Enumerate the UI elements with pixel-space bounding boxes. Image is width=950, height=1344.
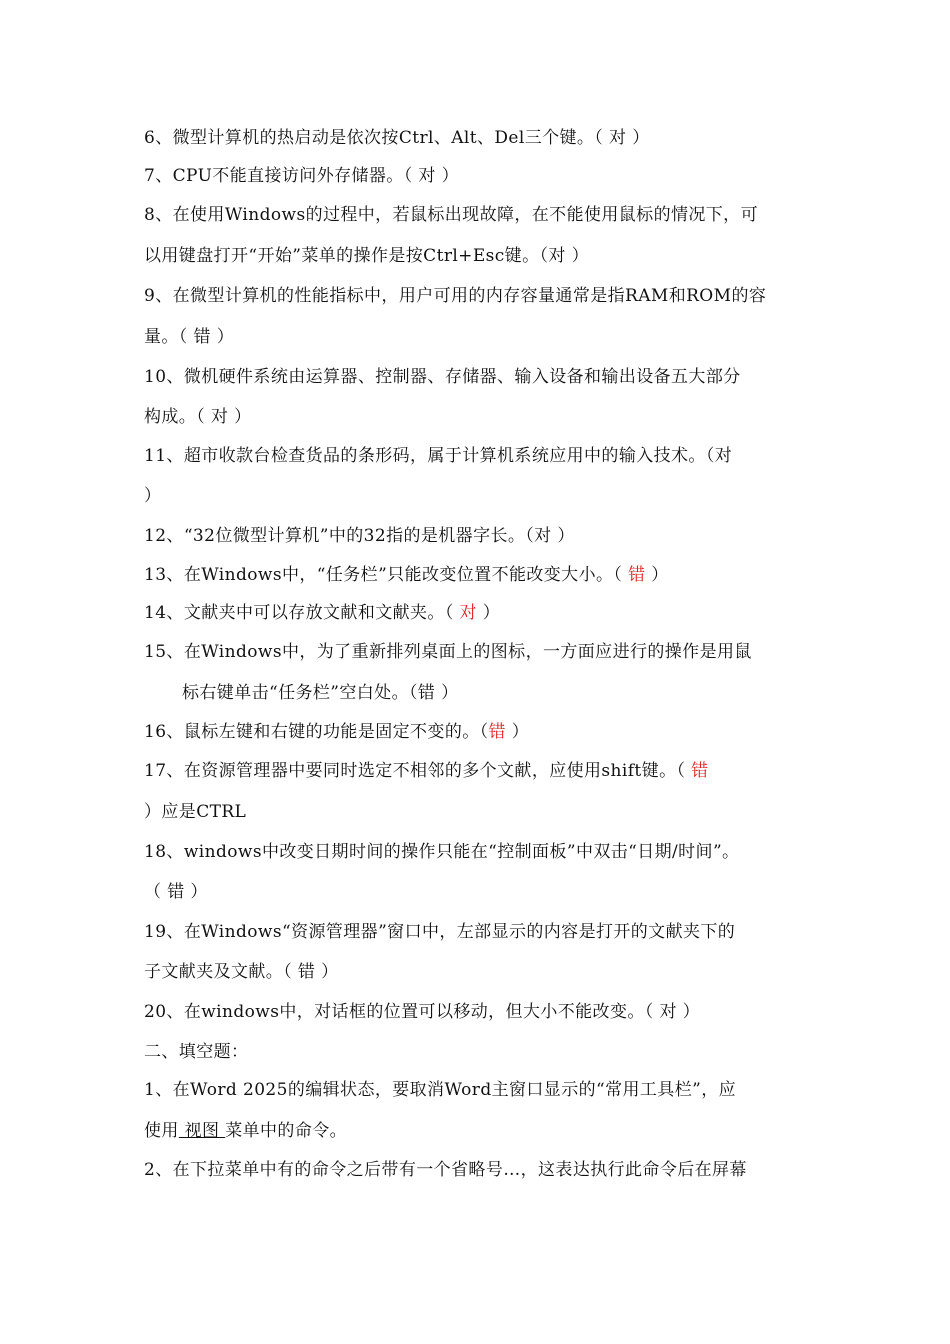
question-11-line-2: ）: [144, 486, 162, 506]
question-10-line-1: 10、微机硬件系统由运算器、控制器、存储器、输入设备和输出设备五大部分: [144, 367, 741, 387]
fill-question-1-line-1: 1、在Word 2025的编辑状态，要取消Word主窗口显示的“常用工具栏”，应: [144, 1080, 736, 1100]
question-9-line-2: 量。（ 错 ）: [144, 327, 235, 347]
question-18-line-1: 18、windows中改变日期时间的操作只能在“控制面板”中双击“日期/时间”。: [144, 842, 740, 862]
question-17-text: 17、在资源管理器中要同时选定不相邻的多个文献，应使用shift键。（: [144, 761, 692, 781]
question-13-close: ）: [645, 565, 669, 585]
question-14-text: 14、文献夹中可以存放文献和文献夹。（: [144, 603, 460, 623]
question-15-line-1: 15、在Windows中，为了重新排列桌面上的图标，一方面应进行的操作是用鼠: [144, 642, 752, 662]
fill-question-1-post: 菜单中的命令。: [225, 1121, 348, 1141]
question-7: 7、CPU不能直接访问外存储器。（ 对 ）: [144, 166, 459, 186]
question-6: 6、微型计算机的热启动是依次按Ctrl、Alt、Del三个键。（ 对 ）: [144, 128, 650, 148]
question-12: 12、“32位微型计算机”中的32指的是机器字长。（对 ）: [144, 526, 575, 546]
question-17-line-2: ）应是CTRL: [144, 802, 247, 822]
question-9-line-1: 9、在微型计算机的性能指标中，用户可用的内存容量通常是指RAM和ROM的容: [144, 286, 767, 306]
question-13-text: 13、在Windows中，“任务栏”只能改变位置不能改变大小。（: [144, 565, 629, 585]
fill-question-1-line-2: [144, 1120, 347, 1142]
question-10-line-2: 构成。（ 对 ）: [144, 407, 252, 427]
question-17-answer: 错: [691, 761, 709, 781]
question-13-answer: 错: [628, 565, 646, 585]
question-8-line-2: 以用键盘打开“开始”菜单的操作是按Ctrl+Esc键。（对 ）: [144, 246, 589, 266]
question-14-answer: 对: [459, 603, 477, 623]
question-14-close: ）: [476, 603, 501, 623]
question-14: [144, 602, 500, 624]
question-17-line-1: [144, 760, 709, 782]
fill-question-1-answer: 视图: [178, 1121, 226, 1141]
fill-question-1-pre: 使用: [144, 1121, 179, 1141]
question-19-line-2: 子文献夹及文献。（ 错 ）: [144, 962, 339, 982]
question-15-line-2: 标右键单击“任务栏”空白处。（错 ）: [182, 683, 459, 703]
question-20: 20、在windows中，对话框的位置可以移动，但大小不能改变。（ 对 ）: [144, 1002, 701, 1022]
question-16-close: ）: [505, 722, 530, 742]
fill-question-2-line-1: 2、在下拉菜单中有的命令之后带有一个省略号…，这表达执行此命令后在屏幕: [144, 1160, 747, 1180]
question-18-line-2: （ 错 ）: [144, 882, 208, 902]
question-16: [144, 721, 529, 743]
question-19-line-1: 19、在Windows“资源管理器”窗口中，左部显示的内容是打开的文献夹下的: [144, 922, 736, 942]
section-heading-fill-blank: 二、填空题：: [144, 1042, 249, 1062]
question-16-text: 16、鼠标左键和右键的功能是固定不变的。（: [144, 722, 489, 742]
question-8-line-1: 8、在使用Windows的过程中，若鼠标出现故障，在不能使用鼠标的情况下，可: [144, 205, 758, 225]
question-16-answer: 错: [488, 722, 506, 742]
question-11-line-1: 11、超市收款台检查货品的条形码，属于计算机系统应用中的输入技术。（对: [144, 446, 733, 466]
question-13: [144, 564, 669, 586]
